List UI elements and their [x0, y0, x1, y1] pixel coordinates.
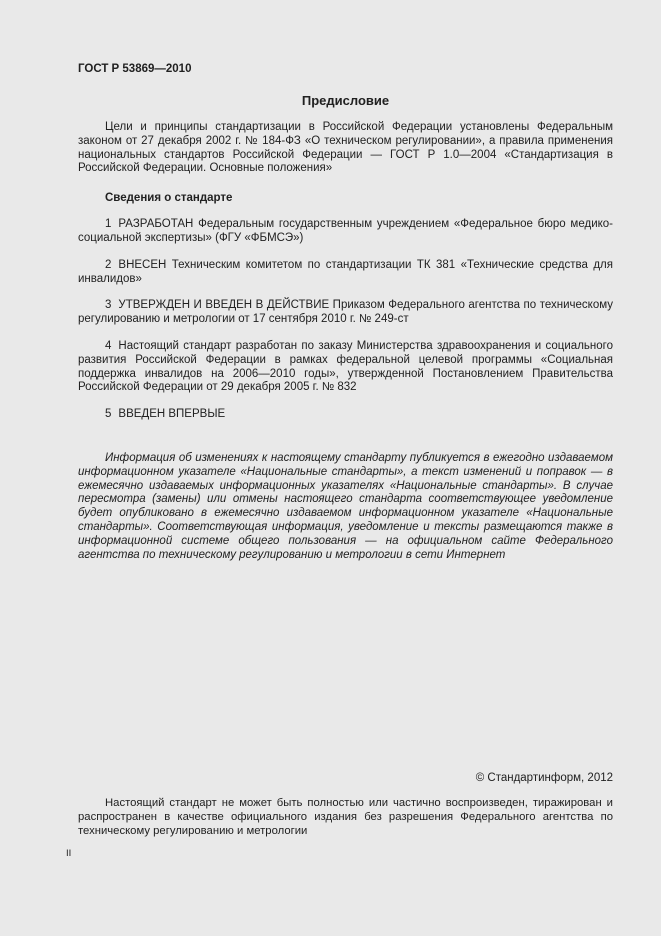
running-header-doc-code: ГОСТ Р 53869—2010 — [78, 63, 192, 75]
intro-paragraph: Цели и принципы стандартизации в Российской Федерации установлены Федеральным законом от 27 декабря 2002 г. № 184-ФЗ «О техническом регулировании», а правила применения национальных стандартов Российской Федерации — ГОСТ Р 1.0—2004 «Стандартизация в Российской Федерации. Основные положения» — [78, 121, 613, 175]
item-number: 1 — [105, 218, 112, 231]
standard-info-item-5 — [78, 408, 613, 422]
item-number: 2 — [105, 258, 112, 271]
page-number: II — [66, 848, 72, 859]
item-text: Настоящий стандарт разработан по заказу Министерства здравоохранения и социального развития Российской Федерации в рамках федеральной целевой программы «Социальная поддержка инвалидов на 2006—2010 годы», утвержденной Постановлением Правительства Российской Федерации от 29 декабря 2005 г. № 832 — [78, 339, 613, 394]
page-title: Предисловие — [301, 93, 390, 108]
amendments-notice: Информация об изменениях к настоящему стандарту публикуется в ежегодно издаваемом информационном указателе «Национальные стандарты», а текст изменений и поправок — в ежемесячно издаваемых информационных указателях «Национальные стандарты». В случае пересмотра (замены) или отмены настоящего стандарта соответствующее уведомление будет опубликовано в ежемесячно издаваемом информационном указателе «Национальные стандарты». Соответствующая информация, уведомление и тексты размещаются также в информационной системе общего пользования — на официальном сайте Федерального агентства по техническому регулированию и метрологии в сети Интернет — [78, 451, 613, 561]
page-content — [78, 62, 613, 562]
item-number: 4 — [105, 339, 112, 352]
standard-info-item-3 — [78, 299, 613, 327]
standard-info-item-2 — [78, 259, 613, 287]
item-text: ВНЕСЕН Техническим комитетом по стандартизации ТК 381 «Технические средства для инвалидов» — [78, 258, 613, 285]
item-text: ВВЕДЕН ВПЕРВЫЕ — [118, 408, 226, 421]
item-text: РАЗРАБОТАН Федеральным государственным учреждением «Федеральное бюро медико-социальной экспертизы» (ФГУ «ФБМСЭ») — [78, 218, 613, 244]
item-number: 3 — [105, 299, 112, 312]
standard-info-item-1 — [78, 218, 613, 246]
standard-info-item-4 — [78, 340, 613, 395]
copyright-line: © Стандартинформ, 2012 — [475, 772, 613, 784]
reproduction-restriction: Настоящий стандарт не может быть полностью или частично воспроизведен, тиражирован и распространен в качестве официального издания без разрешения Федерального агентства по техническому регулированию и метрологии — [78, 797, 613, 837]
item-number: 5 — [105, 408, 112, 421]
standard-info-heading: Сведения о стандарте — [105, 192, 233, 205]
item-text: УТВЕРЖДЕН И ВВЕДЕН В ДЕЙСТВИЕ Приказом Федерального агентства по техническому регулированию и метрологии от 17 сентября 2010 г. № 249-ст — [78, 299, 613, 326]
